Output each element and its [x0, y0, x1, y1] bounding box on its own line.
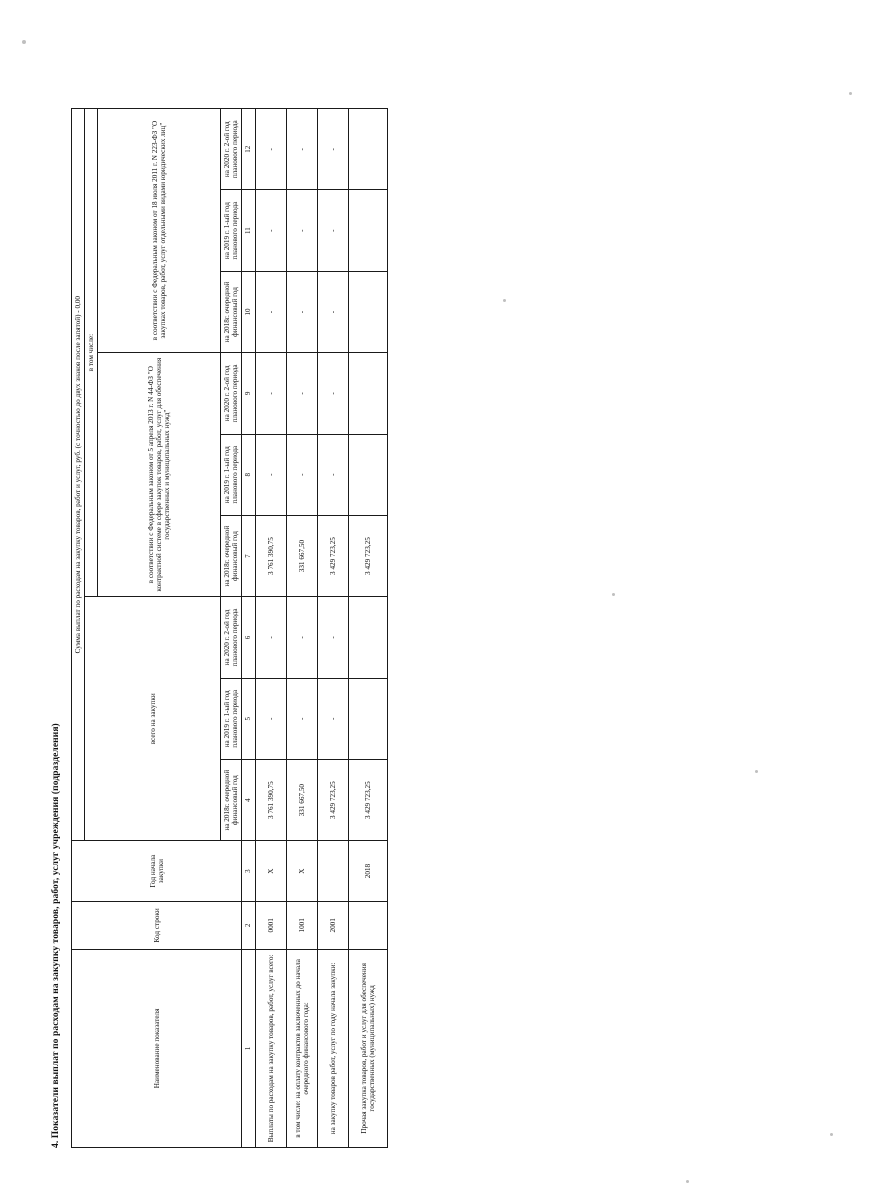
- cell-fz44-2020: -: [287, 353, 318, 434]
- cell-fz223-2020: [349, 109, 388, 190]
- colnum-2: 2: [242, 901, 256, 949]
- cell-fz223-2020: -: [318, 109, 349, 190]
- scan-speck: [22, 40, 26, 44]
- colnum-9: 9: [242, 353, 256, 434]
- table-row: [287, 109, 318, 1148]
- cell-fz223-2019: -: [256, 190, 287, 271]
- cell-all-2018: 3 429 723,25: [318, 759, 349, 840]
- cell-all-2019: -: [287, 678, 318, 759]
- table-row: [318, 109, 349, 1148]
- header-in-total: в том числе:: [85, 109, 98, 597]
- colnum-4: 4: [242, 759, 256, 840]
- colnum-7: 7: [242, 515, 256, 596]
- header-all-2020: на 2020 г. 2-ой год планового периода: [221, 597, 242, 678]
- cell-all-2019: [349, 678, 388, 759]
- cell-all-2019: -: [256, 678, 287, 759]
- cell-fz44-2019: -: [287, 434, 318, 515]
- header-fz44-2020: на 2020 г. 2-ой год планового периода: [221, 353, 242, 434]
- row-label: на закупку товаров работ, услуг по году начала закупки:: [318, 949, 349, 1147]
- row-label: в том числе: на оплату контрактов заключенных до начала очередного финансового года:: [287, 949, 318, 1147]
- header-fz44-2019: на 2019 г. 1-ый год планового периода: [221, 434, 242, 515]
- cell-fz44-2018: 3 429 723,25: [318, 515, 349, 596]
- header-all-2019: на 2019 г. 1-ый год планового периода: [221, 678, 242, 759]
- header-all-2018: на 2018г. очередной финансовый год: [221, 759, 242, 840]
- row-code: 1001: [287, 901, 318, 949]
- cell-fz44-2020: -: [318, 353, 349, 434]
- row-start-year: X: [256, 841, 287, 902]
- header-fz223-2019: на 2019 г. 1-ый год планового периода: [221, 190, 242, 271]
- cell-all-2020: [349, 597, 388, 678]
- cell-fz223-2020: -: [287, 109, 318, 190]
- cell-fz44-2019: -: [256, 434, 287, 515]
- row-start-year: X: [287, 841, 318, 902]
- header-start-year: Год начала закупки: [72, 841, 242, 902]
- colnum-8: 8: [242, 434, 256, 515]
- cell-fz223-2019: [349, 190, 388, 271]
- header-fz223-2020: на 2020 г. 2-ой год планового периода: [221, 109, 242, 190]
- row-start-year: [318, 841, 349, 902]
- header-payment-sum-group: Сумма выплат по расходам на закупку товаров, работ и услуг, руб. (с точностью до двух знаков после запятой) - 0,00: [72, 109, 85, 841]
- cell-fz44-2018: 331 667,50: [287, 515, 318, 596]
- header-fz223-2018: на 2018г. очередной финансовый год: [221, 271, 242, 352]
- cell-all-2020: -: [318, 597, 349, 678]
- row-code: [349, 901, 388, 949]
- cell-fz223-2018: [349, 271, 388, 352]
- cell-fz223-2019: -: [287, 190, 318, 271]
- cell-all-2018: 3 429 723,25: [349, 759, 388, 840]
- header-fz44-2018: на 2018г. очередной финансовый год: [221, 515, 242, 596]
- cell-fz44-2019: -: [318, 434, 349, 515]
- cell-fz223-2018: -: [318, 271, 349, 352]
- colnum-5: 5: [242, 678, 256, 759]
- cell-all-2020: -: [287, 597, 318, 678]
- colnum-11: 11: [242, 190, 256, 271]
- page-title: 4. Показатели выплат по расходам на закупку товаров, работ, услуг учреждения (подразделения): [51, 723, 61, 1148]
- cell-fz223-2019: -: [318, 190, 349, 271]
- cell-fz44-2019: [349, 434, 388, 515]
- colnum-12: 12: [242, 109, 256, 190]
- colnum-6: 6: [242, 597, 256, 678]
- column-number-row: [242, 109, 256, 1148]
- cell-fz44-2020: [349, 353, 388, 434]
- row-code: 0001: [256, 901, 287, 949]
- colnum-3: 3: [242, 841, 256, 902]
- purchase-indicators-table: [71, 108, 388, 1148]
- header-fz223: в соответствии с Федеральным законом от 18 июля 2011 г. N 223-ФЗ "О закупках товаров, работ, услуг отдельными видами юридических лиц": [98, 109, 221, 353]
- row-label: Прочая закупка товаров, работ и услуг для обеспечения государственных (муниципальных) нужд: [349, 949, 388, 1147]
- cell-fz44-2018: 3 761 390,75: [256, 515, 287, 596]
- document-page: [51, 50, 821, 1150]
- table-row: [349, 109, 388, 1148]
- cell-all-2018: 331 667,50: [287, 759, 318, 840]
- cell-fz223-2020: -: [256, 109, 287, 190]
- cell-fz223-2018: -: [287, 271, 318, 352]
- row-code: 2001: [318, 901, 349, 949]
- cell-fz44-2020: -: [256, 353, 287, 434]
- cell-fz223-2018: -: [256, 271, 287, 352]
- scan-speck: [830, 1133, 833, 1136]
- header-all-purchases: всего на закупки: [85, 597, 221, 841]
- header-fz44: в соответствии с Федеральным законом от 5 апреля 2013 г. N 44-ФЗ "О контрактной системе в сфере закупок товаров, работ, услуг для обеспечения государственных и муниципальных нужд": [98, 353, 221, 597]
- cell-all-2018: 3 761 390,75: [256, 759, 287, 840]
- table-row: [256, 109, 287, 1148]
- colnum-10: 10: [242, 271, 256, 352]
- scan-speck: [849, 92, 852, 95]
- cell-all-2020: -: [256, 597, 287, 678]
- cell-all-2019: -: [318, 678, 349, 759]
- row-label: Выплаты по расходам на закупку товаров, работ, услуг всего:: [256, 949, 287, 1147]
- row-start-year: 2018: [349, 841, 388, 902]
- cell-fz44-2018: 3 429 723,25: [349, 515, 388, 596]
- header-row-code: Код строки: [72, 901, 242, 949]
- scan-speck: [686, 1180, 689, 1183]
- colnum-1: 1: [242, 949, 256, 1147]
- header-indicator-name: Наименование показателя: [72, 949, 242, 1147]
